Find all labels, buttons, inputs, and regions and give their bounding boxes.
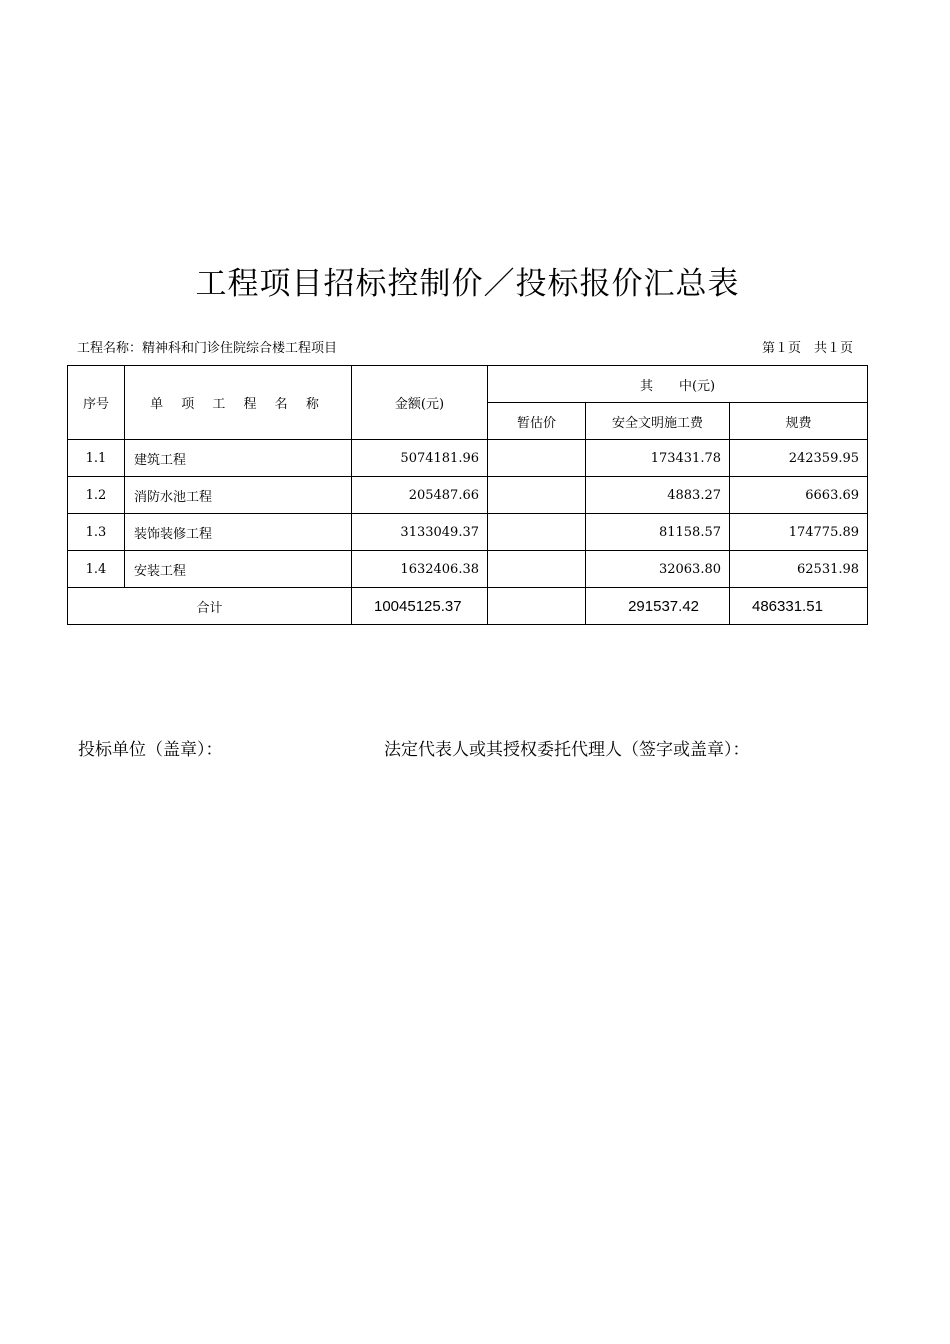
row-provisional [488, 440, 586, 477]
page-info: 第１页 共１页 [762, 341, 854, 356]
row-seq: 1.3 [68, 514, 125, 551]
row-safety: 32063.80 [586, 551, 730, 588]
row-provisional [488, 551, 586, 588]
header-seq: 序号 [68, 366, 125, 440]
page-title: 工程项目招标控制价／投标报价汇总表 [195, 266, 740, 302]
project-name: 工程名称：精神科和门诊住院综合楼工程项目 [77, 341, 338, 356]
row-provisional [488, 514, 586, 551]
row-amount: 3133049.37 [352, 514, 488, 551]
row-fees: 174775.89 [730, 514, 868, 551]
total-fees: 486331.51 [730, 588, 868, 625]
total-provisional [488, 588, 586, 625]
total-safety: 291537.42 [586, 588, 730, 625]
row-provisional [488, 477, 586, 514]
table-total-row [68, 588, 868, 625]
table-row [68, 514, 868, 551]
table-row [68, 477, 868, 514]
header-amount: 金额(元) [352, 366, 488, 440]
row-name: 消防水池工程 [125, 477, 352, 514]
row-amount: 1632406.38 [352, 551, 488, 588]
table-row [68, 440, 868, 477]
total-label: 合计 [68, 588, 352, 625]
row-seq: 1.1 [68, 440, 125, 477]
row-name: 安装工程 [125, 551, 352, 588]
header-safety: 安全文明施工费 [586, 403, 730, 440]
row-fees: 62531.98 [730, 551, 868, 588]
row-seq: 1.4 [68, 551, 125, 588]
row-safety: 4883.27 [586, 477, 730, 514]
representative-sign-label: 法定代表人或其授权委托代理人（签字或盖章）： [384, 740, 750, 760]
header-fees: 规费 [730, 403, 868, 440]
row-fees: 6663.69 [730, 477, 868, 514]
row-amount: 205487.66 [352, 477, 488, 514]
total-amount: 10045125.37 [352, 588, 488, 625]
bidder-seal-label: 投标单位（盖章）： [78, 740, 223, 760]
header-provisional: 暂估价 [488, 403, 586, 440]
table-header-row [68, 366, 868, 403]
summary-table [67, 365, 868, 625]
table-row [68, 551, 868, 588]
row-name: 建筑工程 [125, 440, 352, 477]
row-name: 装饰装修工程 [125, 514, 352, 551]
header-name: 单 项 工 程 名 称 [125, 366, 352, 440]
row-safety: 173431.78 [586, 440, 730, 477]
row-amount: 5074181.96 [352, 440, 488, 477]
row-safety: 81158.57 [586, 514, 730, 551]
header-of-which: 其 中(元) [488, 366, 868, 403]
row-fees: 242359.95 [730, 440, 868, 477]
row-seq: 1.2 [68, 477, 125, 514]
